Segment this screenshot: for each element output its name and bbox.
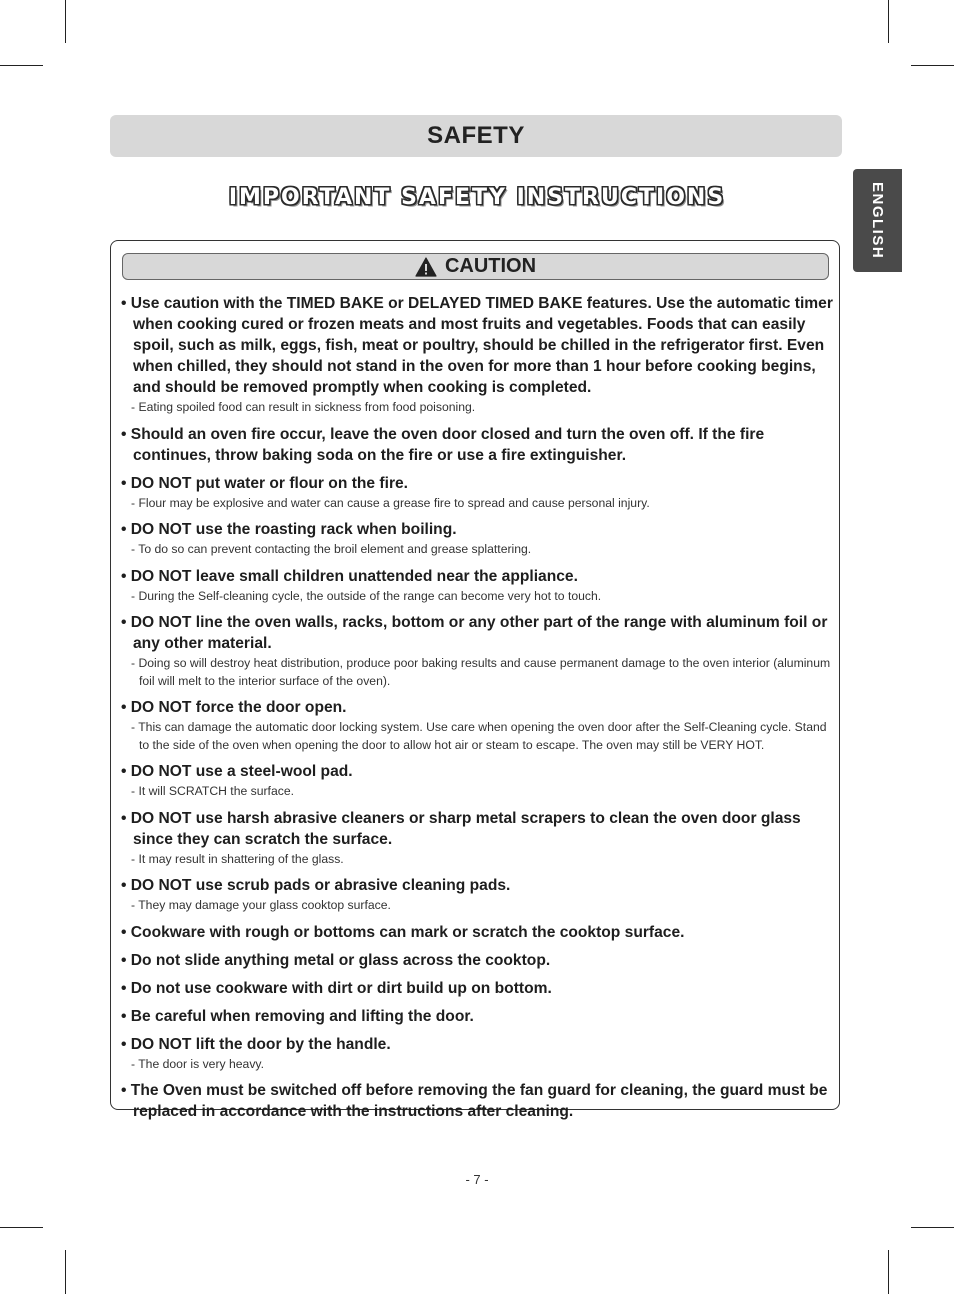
- caution-title: CAUTION: [444, 255, 537, 277]
- instruction-note: - They may damage your glass cooktop surface.: [131, 898, 391, 912]
- instruction-note: - Eating spoiled food can result in sickness from food poisoning.: [131, 400, 476, 414]
- instruction-note: - This can damage the automatic door locking system. Use care when opening the oven door after the Self-Cleaning cycle. Stand to the side of the oven when opening the door to allow hot air or steam to escape. The oven may still be VERY HOT.: [131, 720, 827, 752]
- list-item: [121, 612, 839, 690]
- instruction-text: • The Oven must be switched off before removing the fan guard for cleaning, the guard must be replaced in accordance with the instructions after cleaning.: [121, 1082, 828, 1120]
- crop-mark: [65, 0, 66, 43]
- list-item: [121, 922, 839, 943]
- list-item: [121, 473, 839, 513]
- list-item: [121, 697, 839, 754]
- instruction-note: - During the Self-cleaning cycle, the outside of the range can become very hot to touch.: [131, 588, 602, 603]
- instruction-text: • DO NOT force the door open.: [121, 699, 347, 716]
- instruction-note: - To do so can prevent contacting the broil element and grease splattering.: [131, 542, 532, 556]
- instruction-text: • Be careful when removing and lifting the door.: [121, 1007, 474, 1025]
- page-heading: IMPORTANT SAFETY INSTRUCTIONS: [228, 185, 726, 210]
- instruction-note: - The door is very heavy.: [131, 1056, 264, 1071]
- crop-mark: [65, 1250, 66, 1294]
- crop-mark: [0, 1227, 43, 1228]
- crop-mark: [888, 0, 889, 43]
- instruction-text: • DO NOT use a steel-wool pad.: [121, 763, 353, 780]
- instruction-text: • DO NOT lift the door by the handle.: [121, 1035, 391, 1053]
- instruction-text: • DO NOT use scrub pads or abrasive cleaning pads.: [121, 877, 511, 894]
- instruction-text: • Do not use cookware with dirt or dirt build up on bottom.: [121, 979, 552, 997]
- list-item: [121, 566, 839, 606]
- list-item: [121, 424, 839, 466]
- instruction-note: - Doing so will destroy heat distribution, produce poor baking results and cause permanent damage to the oven interior (aluminum foil will melt to the interior surface of the oven).: [131, 656, 831, 688]
- list-item: [121, 1034, 839, 1074]
- crop-mark: [911, 65, 954, 66]
- caution-header: [122, 253, 829, 280]
- instruction-text: • DO NOT use harsh abrasive cleaners or sharp metal scrapers to clean the oven door glass since they can scratch the surface.: [121, 809, 801, 848]
- list-item: [121, 761, 839, 801]
- crop-mark: [888, 1250, 889, 1294]
- list-item: [121, 950, 839, 971]
- section-header: [110, 115, 842, 157]
- list-item: [121, 519, 839, 559]
- list-item: [121, 1080, 839, 1122]
- instruction-text: • Cookware with rough or bottoms can mark or scratch the cooktop surface.: [121, 923, 685, 941]
- caution-list: [121, 293, 839, 1129]
- instruction-text: • Use caution with the TIMED BAKE or DELAYED TIMED BAKE features. Use the automatic timer when cooking cured or frozen meats and most fruits and vegetables. Foods that can easily spoil, such as milk, eggs, fish, meat or poultry, should be chilled in the refrigerator first. Even when chilled, they should not stand in the oven for more than 1 hour before cooking begins, and should be removed promptly when cooking is completed.: [121, 295, 833, 396]
- language-tab-label: ENGLISH: [869, 181, 886, 260]
- instruction-note: - It may result in shattering of the glass.: [131, 851, 344, 866]
- page-number: - 7 -: [465, 1172, 489, 1187]
- section-title: SAFETY: [427, 122, 525, 149]
- instruction-note: - It will SCRATCH the surface.: [131, 784, 294, 798]
- crop-mark: [911, 1227, 954, 1228]
- instruction-text: • Should an oven fire occur, leave the oven door closed and turn the oven off. If the fire continues, throw baking soda on the fire or use a fire extinguisher.: [121, 425, 765, 464]
- list-item: [121, 293, 839, 417]
- list-item: [121, 978, 839, 999]
- instruction-text: • DO NOT use the roasting rack when boiling.: [121, 521, 457, 538]
- list-item: [121, 1006, 839, 1027]
- instruction-text: • DO NOT put water or flour on the fire.: [121, 474, 409, 492]
- instruction-text: • Do not slide anything metal or glass across the cooktop.: [121, 951, 551, 969]
- instruction-text: • DO NOT line the oven walls, racks, bottom or any other part of the range with aluminum foil or any other material.: [121, 614, 828, 652]
- crop-mark: [0, 65, 43, 66]
- list-item: [121, 875, 839, 915]
- list-item: [121, 808, 839, 869]
- instruction-note: - Flour may be explosive and water can cause a grease fire to spread and cause personal injury.: [131, 495, 650, 510]
- instruction-text: • DO NOT leave small children unattended near the appliance.: [121, 567, 578, 585]
- warning-triangle-icon: [415, 257, 437, 277]
